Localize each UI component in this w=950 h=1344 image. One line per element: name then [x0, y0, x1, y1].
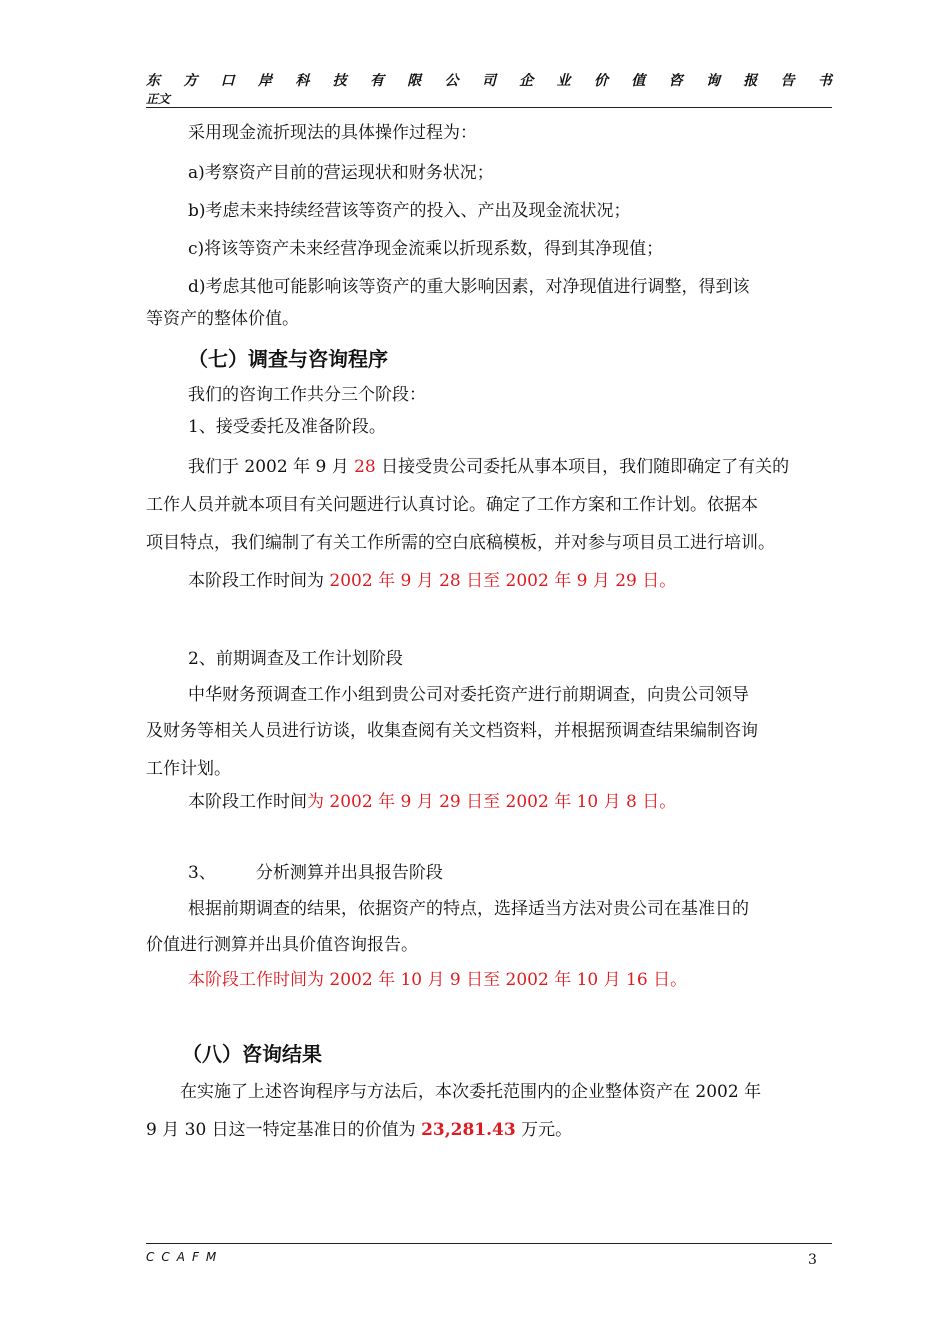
step-d-line2: 等资产的整体价值。: [146, 309, 299, 329]
header-char: 限: [407, 73, 422, 89]
running-header-title: [146, 70, 832, 90]
header-char: 询: [705, 73, 720, 89]
result-value: 23,281.43: [421, 1120, 516, 1140]
section-8-heading: （八）咨询结果: [182, 1042, 322, 1066]
page-number: 3: [808, 1252, 817, 1268]
step-d-line1: d)考虑其他可能影响该等资产的重大影响因素，对净现值进行调整，得到该: [188, 277, 750, 297]
stage-1-time-range: 2002 年 9 月 28 日至 2002 年 9 月 29 日。: [329, 571, 677, 591]
stage-2-paragraph-line3: 工作计划。: [146, 759, 231, 779]
header-char: 报: [743, 73, 758, 89]
stage-3-number: 3、: [188, 863, 216, 883]
stage-1-paragraph-line3: 项目特点，我们编制了有关工作所需的空白底稿模板，并对参与项目员工进行培训。: [146, 533, 775, 553]
stage-2-time-range: 为 2002 年 9 月 29 日至 2002 年 10 月 8 日。: [307, 792, 677, 812]
running-header-subtitle: 正文: [146, 92, 171, 106]
header-char: 口: [220, 73, 235, 89]
header-char: 有: [369, 73, 384, 89]
header-char: 技: [332, 73, 347, 89]
stage-2-time: 本阶段工作时间为 2002 年 9 月 29 日至 2002 年 10 月 8 日。: [188, 792, 677, 812]
result-line1: 在实施了上述咨询程序与方法后，本次委托范围内的企业整体资产在 2002 年: [180, 1082, 762, 1102]
header-char: 咨: [668, 73, 683, 89]
header-char: 司: [481, 73, 496, 89]
header-char: 岸: [257, 73, 272, 89]
stage-2-title: 2、前期调查及工作计划阶段: [188, 649, 403, 669]
stage-2-paragraph-line2: 及财务等相关人员进行访谈，收集查阅有关文档资料，并根据预调查结果编制咨询: [146, 721, 758, 741]
stage-3-paragraph-line1: 根据前期调查的结果，依据资产的特点，选择适当方法对贵公司在基准日的: [188, 899, 749, 919]
header-char: 科: [295, 73, 310, 89]
result-line2: 9 月 30 日这一特定基准日的价值为 23,281.43 万元。: [146, 1120, 573, 1140]
step-c: c)将该等资产未来经营净现金流乘以折现系数，得到其净现值；: [188, 239, 664, 259]
step-b: b)考虑未来持续经营该等资产的投入、产出及现金流状况；: [188, 201, 631, 221]
header-char: 企: [519, 73, 534, 89]
footer-divider: [146, 1243, 832, 1244]
header-char: 书: [817, 73, 832, 89]
footer-org-code: CCAFM: [146, 1250, 224, 1264]
stage-3-title: [146, 857, 836, 889]
stage-1-time: 本阶段工作时间为 2002 年 9 月 28 日至 2002 年 9 月 29 日。: [188, 571, 677, 591]
header-char: 值: [631, 73, 646, 89]
step-a: a)考察资产目前的营运现状和财务状况；: [188, 163, 494, 183]
stage-1-title: 1、接受委托及准备阶段。: [188, 417, 386, 437]
stage-2-paragraph-line1: 中华财务预调查工作小组到贵公司对委托资产进行前期调查，向贵公司领导: [188, 685, 749, 705]
header-char: 方: [183, 73, 198, 89]
stage-1-paragraph-line2: 工作人员并就本项目有关问题进行认真讨论。确定了工作方案和工作计划。依据本: [146, 495, 758, 515]
stage-3-paragraph-line2: 价值进行测算并出具价值咨询报告。: [146, 935, 418, 955]
section-7-intro: 我们的咨询工作共分三个阶段：: [188, 385, 426, 405]
header-char: 告: [780, 73, 795, 89]
header-char: 公: [444, 73, 459, 89]
section-7-heading: （七）调查与咨询程序: [188, 347, 388, 371]
stage-3-title-text: 分析测算并出具报告阶段: [255, 863, 443, 883]
header-char: 东: [146, 73, 160, 89]
intro-paragraph: 采用现金流折现法的具体操作过程为：: [188, 123, 477, 143]
header-char: 业: [556, 73, 571, 89]
header-divider: [146, 107, 832, 108]
stage-1-paragraph-line1: 我们于 2002 年 9 月 28 日接受贵公司委托从事本项目，我们随即确定了有关的: [188, 457, 790, 477]
header-char: 价: [593, 73, 608, 89]
stage-3-time: 本阶段工作时间为 2002 年 10 月 9 日至 2002 年 10 月 16 日。: [188, 970, 688, 990]
highlight-day: 28: [354, 457, 376, 477]
